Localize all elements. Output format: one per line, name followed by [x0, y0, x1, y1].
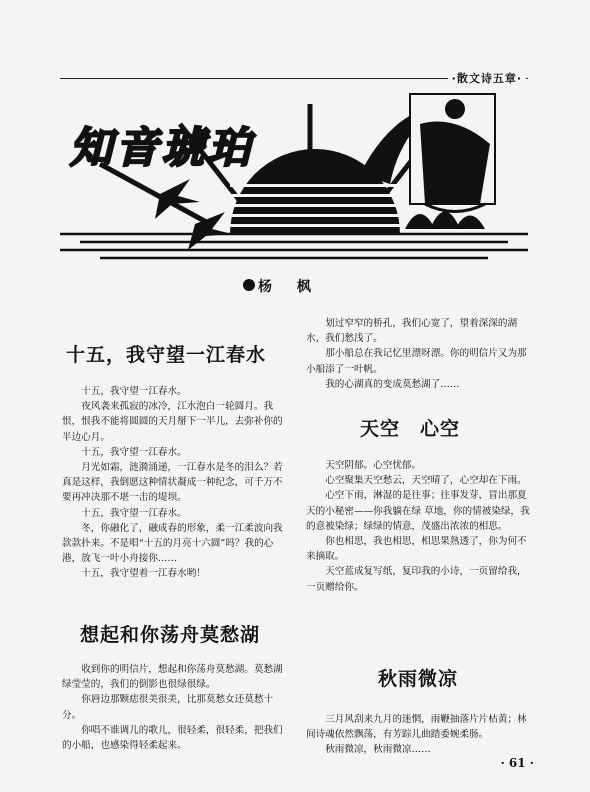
poem4-body [306, 712, 536, 758]
paragraph: 十五，我守望着一江春水哟！ [81, 568, 206, 580]
dancer-figure [410, 94, 495, 212]
paragraph: 夜风袭来孤寂的冰冷，江水泡白一轮圆月。我恨，恨我不能将圆圆的天月掰下一半儿，去弥补你的半边心月。 [62, 401, 283, 443]
paragraph: 收到你的明信片，想起和你荡舟莫愁湖。莫愁湖绿莹莹的，我们的倒影也很绿很绿。 [62, 664, 283, 691]
paragraph: 十五，我守望一江春水。 [81, 507, 187, 519]
lotus-leaves [405, 212, 485, 230]
page-number: · 61 · [500, 756, 534, 770]
paragraph: 十五，我守望一江春水。 [81, 386, 187, 397]
paragraph: 划过窄窄的桥孔，我们心宽了，望着深深的湖水，我们愁浅了。 [306, 318, 518, 345]
paragraph: 十五，我守望一江春水。 [81, 446, 187, 458]
paragraph: 三月风刮来九月的迷惘，雨鞭抽落片片枯黄；林间诗魂依然飘荡，有芳踪儿曲踏委婉柔肠。 [306, 714, 527, 741]
poem3-title: 天空 心空 [360, 418, 461, 440]
poem2-continued [306, 316, 536, 392]
paragraph: 天空阴郁。心空忧郁。 [325, 460, 422, 471]
poem1-title: 十五，我守望一江春水 [66, 344, 267, 366]
poem2-title: 想起和你荡舟莫愁湖 [80, 624, 261, 646]
poem4-title: 秋雨微凉 [378, 668, 459, 690]
paragraph: 月光如霜，涟漪涌递，一江春水是冬的泪么？若真是这样，我倒愿这种情状凝成一种纪念，可千万不要再冲决那不堪一击的堤坝。 [62, 462, 283, 504]
paragraph: 天空蓝成复写纸，复印我的小诗，一页留给我，一页赠给你。 [306, 566, 527, 593]
paragraph: 心空下雨，淋湿的是往事；往事发芽，冒出那夏天的小秘密——你我躺在绿 草地，你的情被染绿，我的意被染绿；绿绿的情意，茂盛出浓浓的相思。 [306, 490, 530, 532]
author-bullet-icon [243, 279, 255, 291]
banner-illustration [60, 84, 528, 274]
paragraph: 你唱不谁调儿的歌儿，很轻柔，很轻柔，把我们的小船，也感染得轻柔起来。 [62, 724, 283, 752]
paragraph: 你也相思，我也相思，相思果熟透了，你为何不来摘取。 [306, 536, 527, 563]
paragraph: 我的心湖真的变成莫愁湖了…… [325, 378, 460, 390]
banner-title: 知音琥珀 [70, 123, 255, 172]
paragraph: 那小船总在我记忆里漂呀漂。你的明信片又为那小船添了一叶帆。 [306, 348, 527, 375]
poem3-body [306, 458, 536, 595]
author-name: 杨 枫 [258, 279, 321, 295]
section-label: ·散文诗五章· [448, 70, 526, 86]
poem1-body [62, 384, 292, 582]
poem2-body [62, 662, 292, 753]
paragraph: 心空聚集天空愁云，天空晴了，心空却在下雨。 [325, 475, 527, 487]
water-lines [60, 234, 528, 258]
paragraph: 冬，你融化了，融成春的形象，柔一江柔波向我款款扑来。不是唱“十五的月亮十六圆”吗？我的心港，放飞一叶小舟接你…… [62, 522, 283, 565]
paragraph: 秋雨微凉，秋雨微凉…… [325, 744, 431, 756]
paragraph: 你唇边那颗痣很美很美，比那莫愁女还莫愁十分。 [62, 694, 274, 721]
